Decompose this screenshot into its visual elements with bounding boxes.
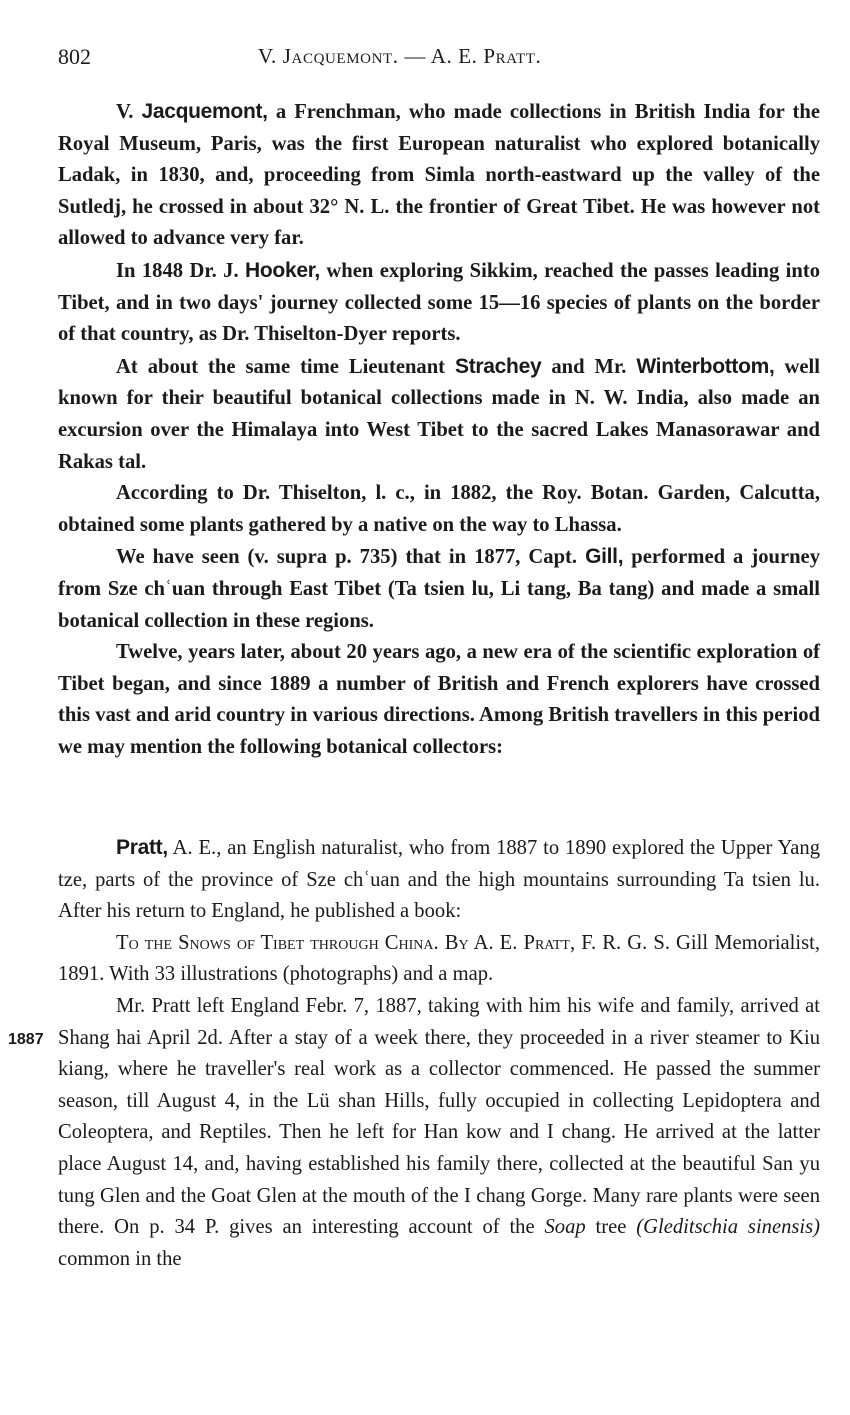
collector-name: Gill, <box>585 545 624 569</box>
paragraph-jacquemont <box>58 96 820 255</box>
collector-name: Jacquemont, <box>141 100 268 123</box>
page-header <box>58 44 820 74</box>
page-number: 802 <box>58 44 91 69</box>
text-run: when exploring Sikkim, reached the passes leading into Tibet, and in two days' journey collected some 15—16 species of plants on the border of that country, as Dr. Thiselton-Dyer reports. <box>58 259 820 346</box>
text-run: Mr. Pratt left England Febr. 7, 1887, taking with him his wife and family, arrived at Shang hai April 2d. After a stay of a week there, they proceeded in a river steamer to Kiu kiang, where he traveller's real work as a collector commenced. He passed the summer season, till August 4, in the Lü shan Hills, fully occupied in collecting Lepidoptera and Coleoptera, and Reptiles. Then he left for Han kow and I chang. He arrived at the latter place August 14, and, having established his family there, collected at the beautiful San yu tung Glen and the Goat Glen at the mouth of the I chang Gorge. Many rare plants were seen there. On p. 34 P. gives an interesting account of the <box>58 994 820 1239</box>
paragraph-book-title <box>58 928 820 991</box>
text-run: V. <box>116 101 142 123</box>
italic-term: Soap <box>544 1216 586 1239</box>
paragraph-thiselton: According to Dr. Thiselton, l. c., in 1882, the Roy. Botan. Garden, Calcutta, obtained some plants gathered by a native on the way to Lhassa. <box>58 482 820 536</box>
italic-term: (Gleditschia sinensis) <box>636 1216 821 1239</box>
paragraph-hooker <box>58 255 820 351</box>
text-run: common in the <box>58 1247 182 1270</box>
text-run: performed a journey from Sze chʿuan through East Tibet (Ta tsien lu, Li tang, Ba tang) and made a small botanical collection in these regions. <box>58 546 820 632</box>
text-run: In 1848 Dr. J. <box>116 259 246 282</box>
margin-year-note: 1887 <box>8 1031 44 1048</box>
book-title: To the Snows of Tibet through China. By A. E. Pratt, <box>116 931 576 954</box>
collector-name: Winterbottom, <box>636 354 775 378</box>
text-run: At about the same time Lieutenant <box>116 355 456 378</box>
text-run: and Mr. <box>541 355 637 378</box>
text-run: A. E., an English naturalist, who from 1887 to 1890 explored the Upper Yang tze, parts of the province of Sze chʿuan and the high mountains surrounding Ta tsien lu. After his return to England, he published a book: <box>58 837 820 923</box>
paragraph-journey-1887 <box>58 991 820 1275</box>
collector-name: Hooker, <box>245 258 320 282</box>
text-run: F. R. G. S. Gill Memorialist, 1891. With 33 illustrations (photographs) and a map. <box>58 931 821 986</box>
collector-name: Pratt, <box>116 836 168 859</box>
collector-name: Strachey <box>455 354 542 378</box>
paragraph-new-era: Twelve, years later, about 20 years ago, a new era of the scientific exploration of Tibet began, and since 1889 a number of British and French explorers have crossed this vast and arid country in various directions. Among British travellers in this period we may mention the following botanical collectors: <box>58 641 820 758</box>
upper-text-block <box>58 96 820 763</box>
text-run: well known for their beautiful botanical collections made in N. W. India, also made an excursion over the Himalaya into West Tibet to the sacred Lakes Manasorawar and Rakas tal. <box>58 355 820 473</box>
paragraph-strachey <box>58 351 820 478</box>
lower-text-block <box>58 832 820 1275</box>
running-head: V. Jacquemont. — A. E. Pratt. <box>258 44 542 68</box>
paragraph-pratt-intro <box>58 832 820 928</box>
paragraph-gill <box>58 541 820 637</box>
text-run: a Frenchman, who made collections in British India for the Royal Museum, Paris, was the first European naturalist who explored botanically Ladak, in 1830, and, proceeding from Simla north-eastward up the valley of the Sutledj, he crossed in about 32° N. L. the frontier of Great Tibet. He was however not allowed to advance very far. <box>58 101 820 250</box>
text-run: tree <box>585 1216 637 1239</box>
text-run: We have seen (v. supra p. 735) that in 1877, Capt. <box>116 546 586 569</box>
